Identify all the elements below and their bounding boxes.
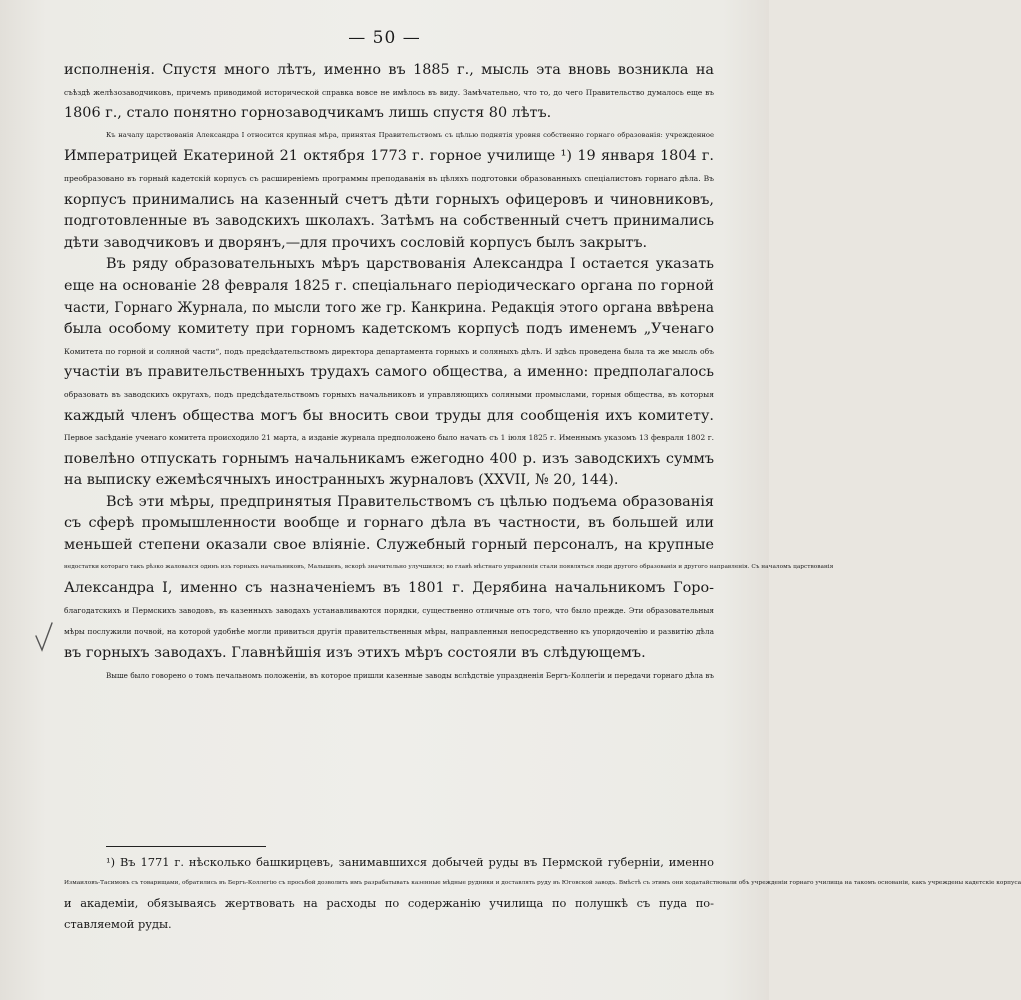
- body-line: части, Горнаго Журнала, по мысли того же гр. Канкрина. Редакція этого органа ввѣрена: [64, 299, 714, 316]
- body-text: [64, 60, 834, 686]
- body-line: съ сферѣ промышленности вообще и горнаго дѣла въ частности, въ большей или: [64, 515, 714, 532]
- body-line: каждый членъ общества могъ бы вносить свои труды для сообщенія ихъ комитету.: [64, 407, 714, 424]
- body-line: еще на основаніе 28 февраля 1825 г. спеціальнаго періодическаго органа по горной: [64, 277, 714, 294]
- footnote-line: ¹) Въ 1771 г. нѣсколько башкирцевъ, занимавшихся добычей руды въ Пермской губерніи, именно: [106, 855, 714, 869]
- body-line: въ горныхъ заводахъ. Главнѣйшія изъ этихъ мѣръ состояли въ слѣдующемъ.: [64, 645, 646, 662]
- body-line: участіи въ правительственныхъ трудахъ самого общества, а именно: предполагалось: [64, 364, 714, 381]
- pencil-checkmark-icon: [34, 620, 54, 654]
- footnote-line: и академіи, обязываясь жертвовать на расходы по содержанію училища по полушкѣ съ пуда по-: [64, 896, 714, 910]
- body-line: меньшей степени оказали свое вліяніе. Служебный горный персоналъ, на крупные: [64, 537, 714, 554]
- body-line: была особому комитету при горномъ кадетскомъ корпусѣ подъ именемъ „Ученаго: [64, 321, 714, 338]
- body-line: корпусъ принимались на казенный счетъ дѣти горныхъ офицеровъ и чиновниковъ,: [64, 191, 714, 208]
- body-line: Императрицей Екатериной 21 октября 1773 г. горное училище ¹) 19 января 1804 г.: [64, 148, 714, 165]
- body-line: Къ началу царствованія Александра I относится крупная мѣра, принятая Правительствомъ съ цѣлью поднятія уровня собственно горнаго образованія: учрежденное: [106, 130, 714, 139]
- body-line: мѣры послужили почвой, на которой удобнѣе могли привиться другія правительственныя мѣры, направленныя непосредственно къ упорядоченію и развитію дѣла: [64, 627, 714, 637]
- body-line: повелѣно отпускать горнымъ начальникамъ ежегодно 400 р. изъ заводскихъ суммъ: [64, 450, 714, 467]
- body-line: Первое засѣданіе ученаго комитета происходило 21 марта, а изданіе журнала предположено было начать съ 1 іюля 1825 г. Именнымъ указомъ 13 февраля 1802 г.: [64, 433, 714, 443]
- body-line: на выписку ежемѣсячныхъ иностранныхъ журналовъ (XXVII, № 20, 144).: [64, 472, 619, 489]
- body-line: 1806 г., стало понятно горнозаводчикамъ лишь спустя 80 лѣтъ.: [64, 105, 552, 122]
- body-line: Комитета по горной и соляной части“, подъ предсѣдательствомъ директора департамента горныхъ и соляныхъ дѣлъ. И здѣсь проведена была та же мысль объ: [64, 346, 714, 356]
- body-line: дѣти заводчиковъ и дворянъ,—для прочихъ сословій корпусъ былъ закрытъ.: [64, 234, 648, 251]
- body-line: подготовленные въ заводскихъ школахъ. Затѣмъ на собственный счетъ принимались: [64, 213, 714, 230]
- body-line: благодатскихъ и Пермскихъ заводовъ, въ казенныхъ заводахъ устанавливаются порядки, существенно отличные отъ того, что было прежде. Эти образовательныя: [64, 605, 714, 615]
- footnote-line: Измаиловъ-Тасимовъ съ товарищами, обратились въ Бергъ-Коллегію съ просьбой дозволить имъ разрабатывать казенные мѣдные рудники и доставлять руду въ Юговской заводъ. Вмѣстѣ съ этимъ они ходатайствовали объ учрежденіи горнаго училища на такомъ основаніи, какъ учреждены кадетскіе корпуса: [64, 879, 1021, 886]
- body-line: Александра I, именно съ назначеніемъ въ 1801 г. Дерябина начальникомъ Горо-: [64, 580, 714, 597]
- body-line: Въ ряду образовательныхъ мѣръ царствованія Александра I остается указать: [106, 256, 714, 273]
- body-line: Всѣ эти мѣры, предпринятыя Правительствомъ съ цѣлью подъема образованія: [106, 493, 714, 510]
- body-line: исполненія. Спустя много лѣтъ, именно въ 1885 г., мысль эта вновь возникла на: [64, 62, 714, 78]
- footnote: [64, 852, 1021, 934]
- body-line: съѣздѣ желѣзозаводчиковъ, причемъ приводимой исторической справка вовсе не имѣлось въ виду. Замѣчательно, что то, до чего Правительство думалось еще въ: [64, 87, 714, 97]
- body-line: образовать въ заводскихъ округахъ, подъ предсѣдательствомъ горныхъ начальниковъ и управляющихъ соляными промыслами, горныя общества, въ которыя: [64, 389, 714, 399]
- body-line: преобразовано въ горный кадетскій корпусъ съ расширеніемъ программы преподаванія въ цѣляхъ подготовки образованныхъ спеціалистовъ горнаго дѣла. Въ: [64, 173, 714, 183]
- footnote-divider: [106, 846, 266, 847]
- body-line: недостатки котораго такъ рѣзко жаловался одинъ изъ горныхъ начальниковъ, Малышевъ, вскорѣ значительно улучшился; во главѣ мѣстнаго управленія стали появляться люди другого образованія и другого направленія. Съ началомъ царствованія: [64, 563, 834, 570]
- footnote-line: ставляемой руды.: [64, 916, 172, 931]
- page-number: — 50 —: [348, 28, 421, 48]
- body-line: Выше было говорено о томъ печальномъ положеніи, въ которое пришли казенные заводы вслѣдствіе упраздненія Бергъ-Коллегіи и передачи горнаго дѣла въ: [106, 670, 714, 680]
